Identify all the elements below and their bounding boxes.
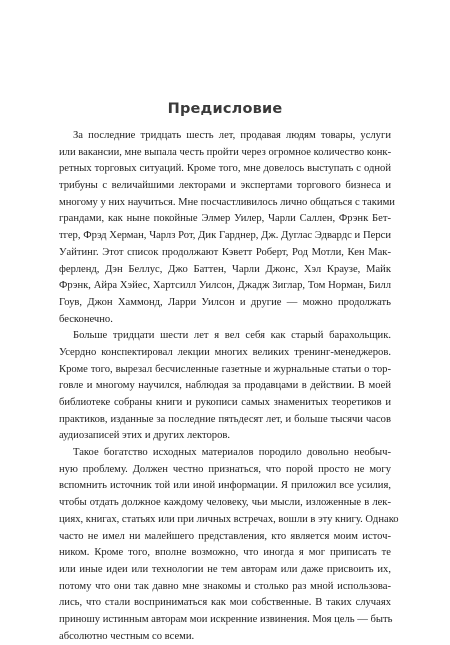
text-line: чтобы отдать должное каждому человеку, чьи мысли, изложенные в лек- [59,497,391,509]
text-line: трибуны с величайшими лекторами и экспертами торгового бизнеса и [59,180,391,192]
text-line: Гоув, Джон Хаммонд, Ларри Уилсон и другие — можно продолжать [59,296,391,308]
text-line: Уайтинг. Этот список продолжают Кэветт Роберт, Род Мотли, Кен Мак- [59,246,391,258]
text-line: циях, книгах, статьях или при личных встречах, вошли в эту книгу. Однако [59,513,399,525]
text-line: библиотеке собраны книги и рукописи самых знаменитых теоретиков и [59,397,391,408]
text-line: Фрэнк, Айра Хэйес, Хартсилл Уилсон, Джадж Зиглар, Том Норман, Билл [59,280,391,292]
text-line: тгер, Фрэд Херман, Чарлз Рот, Дик Гарднер, Дж. Дуглас Эдвардс и Перси [59,230,391,242]
body-text [59,128,399,645]
text-line: ретных торговых ситуаций. Кроме того, мне довелось выступать с одной [59,163,391,175]
text-line: или иные идеи или технологии не тем авторам или даже присвоить их, [59,563,391,575]
text-line: грандами, как ныне покойные Элмер Уилер, Чарли Саллен, Фрэнк Бет- [59,213,391,225]
text-line: говле и многому научился, наблюдая за продавцами в действии. В моей [59,380,391,392]
text-line: лись, что стали восприниматься как мои собственные. В таких случаях [59,597,391,609]
text-line: ником. Кроме того, вполне возможно, что иногда я мог приписать те [59,547,391,559]
text-line: ферленд, Дэн Беллус, Джо Баттен, Чарли Джонс, Хэл Краузе, Майк [59,263,391,275]
paragraph-1 [59,128,395,328]
text-line: вспомнить источник той или иной информации. Я приложил все усилия, [59,480,391,492]
text-line: ную проблему. Должен честно признаться, что порой просто не могу [59,463,391,475]
text-line: бесконечно. [59,313,113,325]
text-line: или вакансии, мне выпала честь пройти через огромное количество конк- [59,146,392,158]
text-line: многому у них научиться. Мне посчастливилось лично общаться с такими [59,196,395,208]
text-line: абсолютно честным со всеми. [59,630,195,642]
paragraph-3 [59,445,399,645]
text-line: Усердно конспектировал лекции многих великих тренинг-менеджеров. [59,346,391,358]
text-line: приношу истинным авторам мои искренние извинения. Моя цель — быть [59,613,393,625]
text-line: За последние тридцать шесть лет, продавая людям товары, услуги [73,130,391,141]
text-line: аудиозаписей этих и других лекторов. [59,430,231,442]
paragraph-2 [59,328,391,445]
text-line: Больше тридцати шести лет я вел себя как старый барахольщик. [73,330,391,342]
text-line: Такое богатство исходных материалов породило довольно необыч- [73,447,391,459]
text-line: часто не имел ни малейшего представления, кто является моим источ- [59,530,391,542]
text-line: потому что они так давно мне знакомы и столько раз мной использова- [59,580,391,592]
text-line: практиков, изданные за последние пятьдесят лет, и больше тысячи часов [59,413,391,425]
page-title: Предисловие [167,101,283,117]
text-line: Кроме того, вырезал бесчисленные газетные и журнальные статьи о тор- [59,363,391,375]
